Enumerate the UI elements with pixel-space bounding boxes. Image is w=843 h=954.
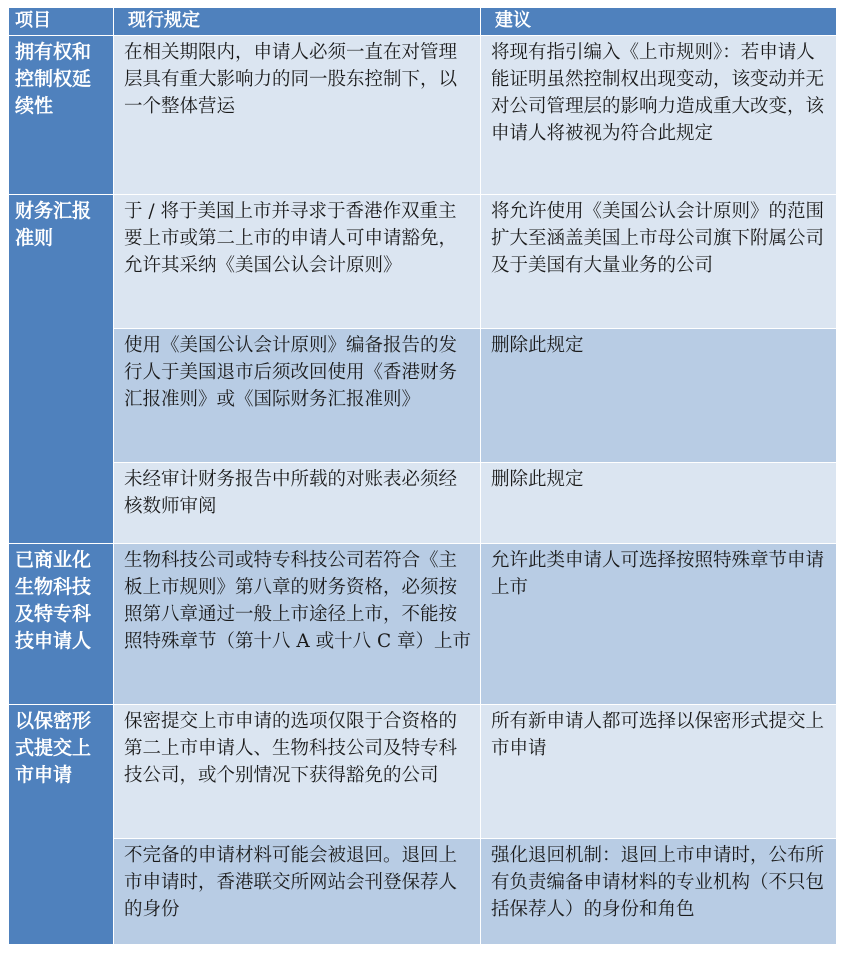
category-cell: 以保密形式提交上市申请 [9, 705, 114, 945]
proposal-cell: 删除此规定 [481, 463, 837, 544]
category-cell: 财务汇报准则 [9, 195, 114, 544]
proposal-cell: 删除此规定 [481, 329, 837, 463]
regulation-comparison [8, 7, 836, 945]
current-cell: 不完备的申请材料可能会被退回。退回上市申请时，香港联交所网站会刊登保荐人的身份 [114, 839, 481, 945]
proposal-cell: 将允许使用《美国公认会计原则》的范围扩大至涵盖美国上市母公司旗下附属公司及于美国有大量业务的公司 [481, 195, 837, 329]
table-header-row [9, 8, 837, 36]
table-row [9, 705, 837, 839]
current-cell: 于 / 将于美国上市并寻求于香港作双重主要上市或第二上市的申请人可申请豁免，允许其采纳《美国公认会计原则》 [114, 195, 481, 329]
table-row [9, 463, 837, 544]
table-row [9, 839, 837, 945]
current-cell: 在相关期限内，申请人必须一直在对管理层具有重大影响力的同一股东控制下，以一个整体营运 [114, 36, 481, 195]
category-cell: 拥有权和控制权延续性 [9, 36, 114, 195]
current-cell: 未经审计财务报告中所载的对账表必须经核数师审阅 [114, 463, 481, 544]
table-row [9, 544, 837, 705]
proposal-cell: 强化退回机制：退回上市申请时，公布所有负责编备申请材料的专业机构（不只包括保荐人）的身份和角色 [481, 839, 837, 945]
proposal-cell: 允许此类申请人可选择按照特殊章节申请上市 [481, 544, 837, 705]
table-row [9, 329, 837, 463]
header-proposal: 建议 [481, 8, 837, 36]
current-cell: 生物科技公司或特专科技公司若符合《主板上市规则》第八章的财务资格，必须按照第八章通过一般上市途径上市，不能按照特殊章节（第十八 A 或十八 C 章）上市 [114, 544, 481, 705]
header-current: 现行规定 [114, 8, 481, 36]
proposal-cell: 将现有指引编入《上市规则》：若申请人能证明虽然控制权出现变动，该变动并无对公司管理层的影响力造成重大改变，该申请人将被视为符合此规定 [481, 36, 837, 195]
category-cell: 已商业化生物科技及特专科技申请人 [9, 544, 114, 705]
header-item: 项目 [9, 8, 114, 36]
table-row [9, 36, 837, 195]
proposal-cell: 所有新申请人都可选择以保密形式提交上市申请 [481, 705, 837, 839]
current-cell: 使用《美国公认会计原则》编备报告的发行人于美国退市后须改回使用《香港财务汇报准则》或《国际财务汇报准则》 [114, 329, 481, 463]
comparison-table [8, 7, 837, 945]
table-row [9, 195, 837, 329]
current-cell: 保密提交上市申请的选项仅限于合资格的第二上市申请人、生物科技公司及特专科技公司，或个别情况下获得豁免的公司 [114, 705, 481, 839]
